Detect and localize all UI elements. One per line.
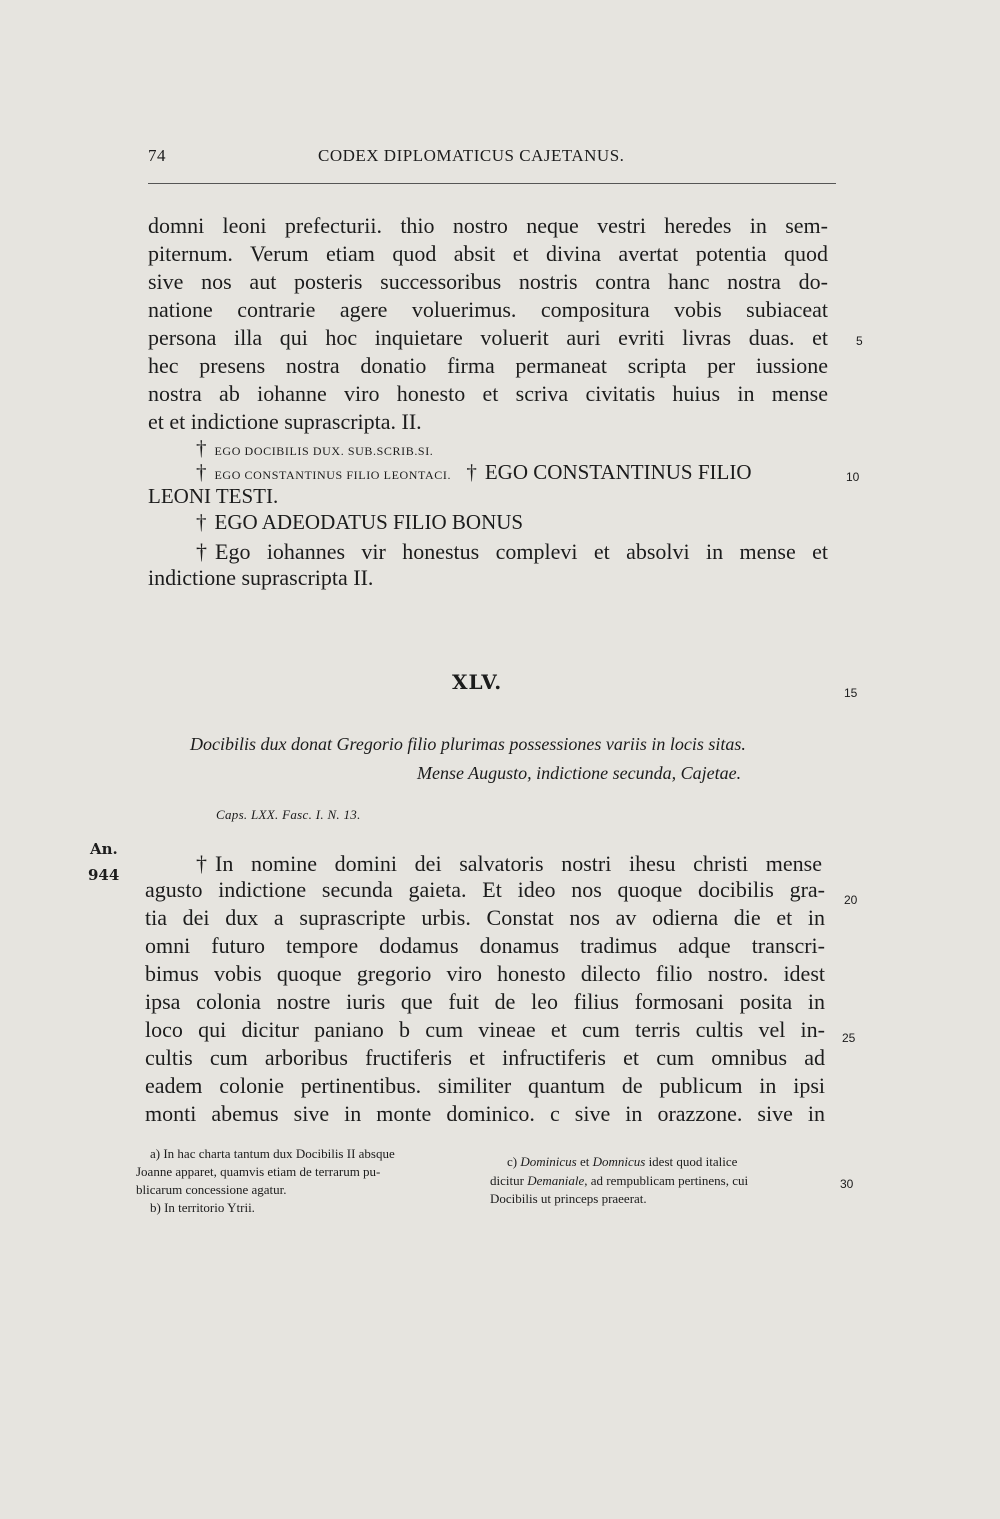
text-line: cultis cum arboribus fructiferis et infructiferis et cum omnibus ad: [145, 1045, 825, 1070]
line-number: 15: [844, 686, 858, 700]
footnote-a-line: Joanne apparet, quamvis etiam de terrarum pu-: [136, 1164, 381, 1179]
footnote-c-line: dicitur Demaniale, ad rempublicam pertinens, cui: [490, 1173, 749, 1188]
text-line: agusto indictione secunda gaieta. Et ideo nos quoque docibilis gra-: [145, 877, 825, 902]
signature-text: EGO DOCIBILIS DUX. SUB.SCRIB.SI.: [214, 444, 434, 458]
text-line: tia dei dux a suprascripte urbis. Constat nos av odierna die et in: [145, 905, 825, 930]
line-number: 25: [842, 1031, 856, 1045]
document-date-place: Mense Augusto, indictione secunda, Cajetae.: [417, 763, 742, 783]
text-line: persona illa qui hoc inquietare voluerit auri evriti livras duas. et: [148, 325, 828, 350]
text-line: hec presens nostra donatio firma permaneat scripta per iussione: [148, 353, 828, 378]
document-number: XLV.: [452, 670, 503, 694]
text-line-content: In nomine domini dei salvatoris nostri ihesu christi mense: [215, 851, 822, 876]
cross-icon: †: [196, 436, 207, 460]
text-line: omni futuro tempore dodamus donamus tradimus adque transcri-: [145, 933, 825, 958]
line-number: 10: [846, 470, 860, 484]
cross-icon: †: [196, 539, 207, 564]
footnote-b: b) In territorio Ytrii.: [150, 1200, 255, 1215]
line-number: 20: [844, 893, 858, 907]
text-line: nostra ab iohanne viro honesto et scriva civitatis huius in mense: [148, 381, 828, 406]
signature-line: [196, 436, 433, 461]
signature-line: [196, 510, 523, 535]
text-line: sive nos aut posteris successoribus nostris contra hanc nostra do-: [148, 269, 828, 294]
line-number: 5: [856, 334, 863, 348]
closing-line: [196, 538, 828, 566]
document-summary: Docibilis dux donat Gregorio filio plurimas possessiones variis in locis sitas.: [190, 734, 746, 754]
signature-continuation: LEONI TESTI.: [148, 484, 279, 508]
text-line: loco qui dicitur paniano b cum vineae et cum terris cultis vel in-: [145, 1017, 825, 1042]
archive-reference: Caps. LXX. Fasc. I. N. 13.: [216, 807, 361, 822]
running-title: CODEX DIPLOMATICUS CAJETANUS.: [318, 146, 625, 165]
cross-icon: †: [196, 460, 207, 484]
closing-line: indictione suprascripta II.: [148, 565, 374, 590]
text-line: ipsa colonia nostre iuris que fuit de leo filius formosani posita in: [145, 989, 825, 1014]
text-line: natione contrarie agere voluerimus. compositura vobis subiaceat: [148, 297, 828, 322]
signature-text: EGO CONSTANTINUS FILIO: [484, 460, 752, 484]
text-line: et et indictione suprascripta. II.: [148, 409, 422, 434]
footnote-c-line: Docibilis ut princeps praeerat.: [490, 1191, 647, 1206]
cross-icon: †: [196, 510, 207, 534]
line-number: 30: [840, 1177, 854, 1191]
text-line: piternum. Verum etiam quod absit et divina avertat potentia quod: [148, 241, 828, 266]
header-rule: [148, 183, 836, 184]
year-label: An.: [90, 840, 118, 858]
year-value: 944: [88, 866, 120, 884]
signature-text: EGO CONSTANTINUS FILIO LEONTACI.: [214, 468, 452, 482]
footnote-a-line: blicarum concessione agatur.: [136, 1182, 287, 1197]
cross-icon: †: [466, 460, 477, 484]
text-line: domni leoni prefecturii. thio nostro neque vestri heredes in sem-: [148, 213, 828, 238]
footnote-a-line: a) In hac charta tantum dux Docibilis II absque: [150, 1146, 395, 1161]
footnote-c-line: c) Dominicus et Domnicus idest quod italice: [507, 1154, 738, 1169]
text-line: [196, 850, 822, 878]
closing-text: Ego iohannes vir honestus complevi et absolvi in mense et: [215, 539, 828, 564]
cross-icon: †: [196, 851, 207, 876]
text-line: monti abemus sive in monte dominico. c sive in orazzone. sive in: [145, 1101, 825, 1126]
text-line: bimus vobis quoque gregorio viro honesto dilecto filio nostro. idest: [145, 961, 825, 986]
signature-text: EGO ADEODATUS FILIO BONUS: [214, 510, 524, 534]
page-number: 74: [148, 146, 166, 165]
text-line: eadem colonie pertinentibus. similiter quantum de publicum in ipsi: [145, 1073, 825, 1098]
signature-line: [196, 460, 752, 485]
